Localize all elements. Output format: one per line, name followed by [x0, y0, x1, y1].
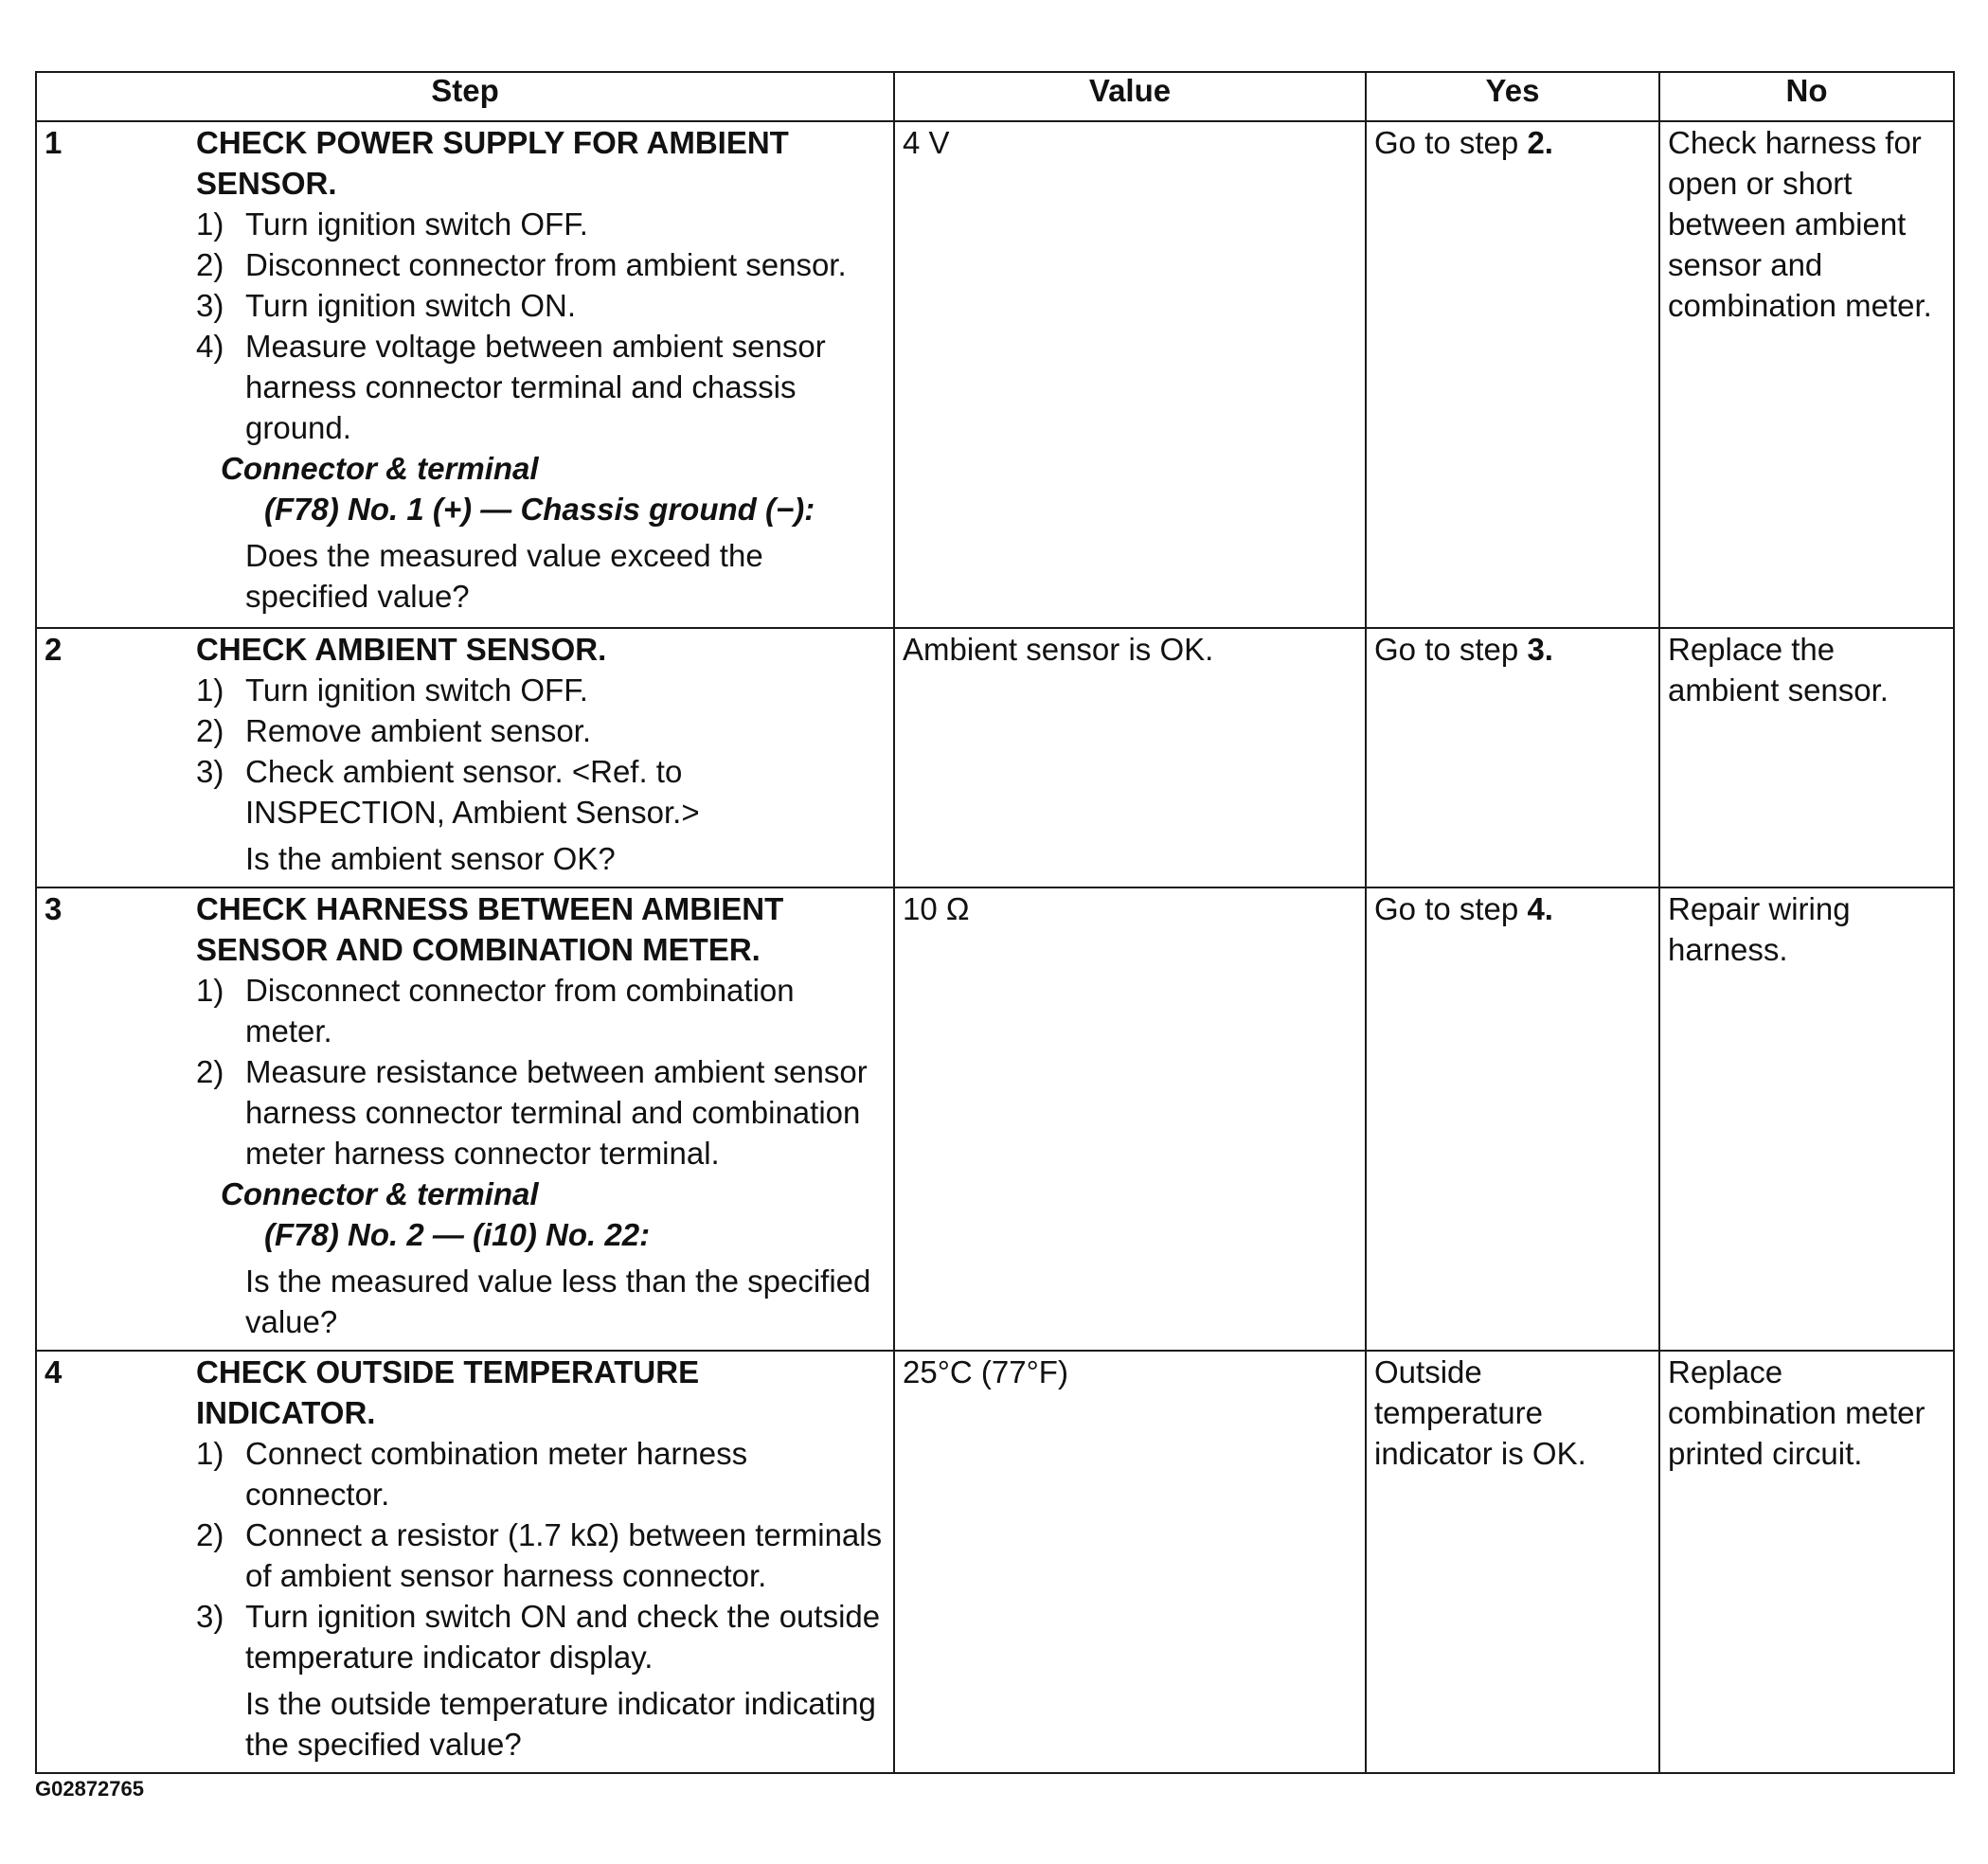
- step-cell: [36, 887, 894, 1351]
- step-item: [196, 285, 886, 326]
- step-item-text: Measure resistance between ambient sensor harness connector terminal and combination meter harness connector terminal.: [245, 1054, 868, 1171]
- no-cell: Repair wiring harness.: [1659, 887, 1954, 1351]
- step-item: [196, 326, 886, 448]
- step-item: [196, 1051, 886, 1174]
- no-cell: Check harness for open or short between ambient sensor and combination meter.: [1659, 121, 1954, 628]
- value-cell: 25°C (77°F): [894, 1351, 1366, 1773]
- connector-value: (F78) No. 1 (+) — Chassis ground (−):: [264, 492, 815, 527]
- step-item-number: 1): [196, 206, 224, 242]
- step-item-number: 3): [196, 1599, 224, 1634]
- no-cell: Replace combination meter printed circuit.: [1659, 1351, 1954, 1773]
- step-item: [196, 670, 886, 710]
- step-item: [196, 204, 886, 244]
- header-no: No: [1659, 72, 1954, 121]
- step-item-text: Turn ignition switch OFF.: [245, 672, 588, 708]
- header-value: Value: [894, 72, 1366, 121]
- value-cell: 4 V: [894, 121, 1366, 628]
- step-item-number: 3): [196, 754, 224, 789]
- step-question: Is the measured value less than the specified value?: [245, 1264, 871, 1339]
- step-item: [196, 244, 886, 285]
- yes-text: Go to step: [1374, 125, 1528, 160]
- yes-cell: [1366, 1351, 1659, 1773]
- step-item-number: 1): [196, 973, 224, 1008]
- step-question: Does the measured value exceed the specified value?: [245, 538, 763, 614]
- step-item: [196, 970, 886, 1051]
- step-cell: [36, 121, 894, 628]
- step-item-text: Connect combination meter harness connector.: [245, 1436, 748, 1512]
- connector-value: (F78) No. 2 — (i10) No. 22:: [264, 1217, 651, 1252]
- step-item-text: Disconnect connector from ambient sensor.: [245, 247, 847, 282]
- step-item-text: Measure voltage between ambient sensor harness connector terminal and chassis ground.: [245, 329, 826, 445]
- header-yes: Yes: [1366, 72, 1659, 121]
- header-row: [36, 72, 1954, 121]
- yes-cell: [1366, 887, 1659, 1351]
- figure-id: G02872765: [35, 1777, 144, 1801]
- step-item-number: 1): [196, 672, 224, 708]
- diagnostic-table: [35, 71, 1955, 1774]
- step-item-number: 2): [196, 1517, 224, 1552]
- step-title: CHECK OUTSIDE TEMPERATURE INDICATOR.: [196, 1354, 700, 1430]
- step-number: 1: [45, 125, 63, 160]
- value-cell: Ambient sensor is OK.: [894, 628, 1366, 887]
- step-item-number: 3): [196, 288, 224, 323]
- step-item-text: Turn ignition switch ON.: [245, 288, 577, 323]
- yes-text: Go to step: [1374, 891, 1528, 926]
- step-item-text: Turn ignition switch OFF.: [245, 206, 588, 242]
- yes-cell: [1366, 121, 1659, 628]
- yes-step-number: 4.: [1527, 891, 1553, 926]
- step-item-text: Connect a resistor (1.7 kΩ) between terminals of ambient sensor harness connector.: [245, 1517, 883, 1593]
- step-item-text: Turn ignition switch ON and check the outside temperature indicator display.: [245, 1599, 881, 1675]
- value-cell: 10 Ω: [894, 887, 1366, 1351]
- step-number: 4: [45, 1354, 63, 1389]
- header-step: Step: [36, 72, 894, 121]
- step-title: CHECK AMBIENT SENSOR.: [196, 632, 607, 667]
- step-item-number: 4): [196, 329, 224, 364]
- no-cell: Replace the ambient sensor.: [1659, 628, 1954, 887]
- step-item: [196, 751, 886, 833]
- step-item-number: 1): [196, 1436, 224, 1471]
- step-item-text: Remove ambient sensor.: [245, 713, 592, 748]
- step-item-number: 2): [196, 247, 224, 282]
- step-title: CHECK HARNESS BETWEEN AMBIENT SENSOR AND COMBINATION METER.: [196, 891, 784, 967]
- step-title: CHECK POWER SUPPLY FOR AMBIENT SENSOR.: [196, 125, 789, 201]
- step-number: 2: [45, 632, 63, 667]
- yes-step-number: 2.: [1527, 125, 1553, 160]
- step-number: 3: [45, 891, 63, 926]
- step-item: [196, 1596, 886, 1677]
- yes-step-number: 3.: [1527, 632, 1553, 667]
- step-item-text: Check ambient sensor. <Ref. to INSPECTION, Ambient Sensor.>: [245, 754, 700, 830]
- step-question: Is the ambient sensor OK?: [245, 841, 616, 876]
- step-cell: [36, 1351, 894, 1773]
- step-item-text: Disconnect connector from combination meter.: [245, 973, 795, 1048]
- step-item-number: 2): [196, 1054, 224, 1089]
- step-question: Is the outside temperature indicator indicating the specified value?: [245, 1686, 876, 1762]
- yes-cell: [1366, 628, 1659, 887]
- table-row: [36, 121, 1954, 628]
- step-cell: [36, 628, 894, 887]
- yes-text: Outside temperature indicator is OK.: [1374, 1354, 1586, 1471]
- step-item-number: 2): [196, 713, 224, 748]
- step-item: [196, 1514, 886, 1596]
- connector-label: Connector & terminal: [221, 1176, 539, 1211]
- table-row: [36, 628, 1954, 887]
- step-item: [196, 710, 886, 751]
- connector-label: Connector & terminal: [221, 451, 539, 486]
- step-item: [196, 1433, 886, 1514]
- table-row: [36, 887, 1954, 1351]
- table-row: [36, 1351, 1954, 1773]
- yes-text: Go to step: [1374, 632, 1528, 667]
